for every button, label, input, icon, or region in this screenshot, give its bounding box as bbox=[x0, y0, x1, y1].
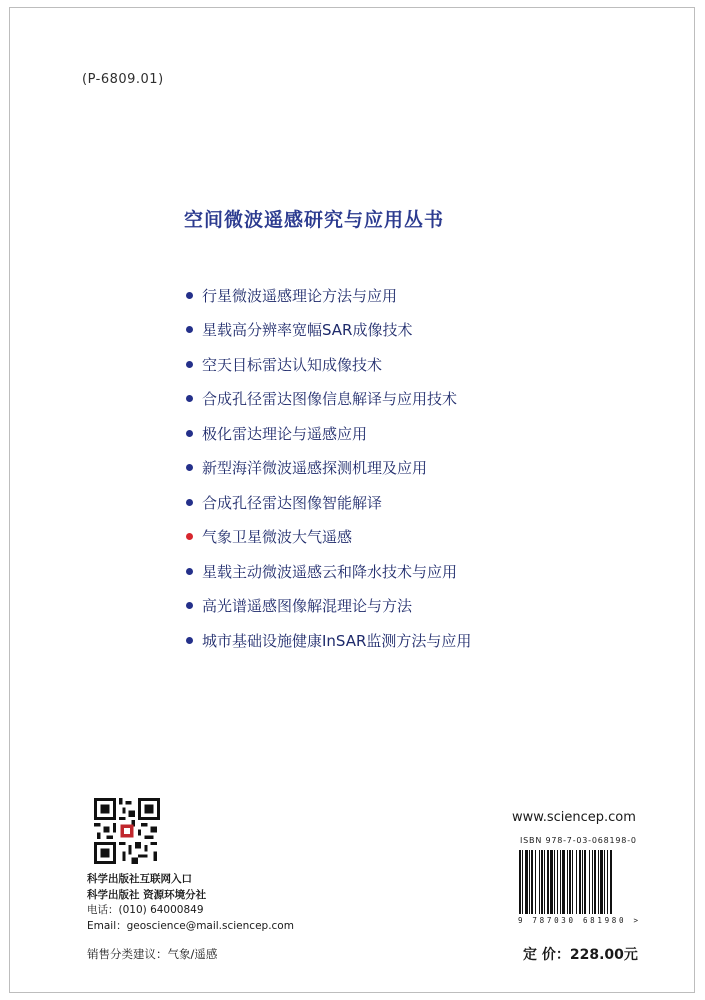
list-item bbox=[186, 589, 471, 624]
price: 定 价：228.00元 bbox=[523, 947, 638, 963]
book-code: (P-6809.01) bbox=[82, 72, 164, 87]
publisher-email: Email：geoscience@mail.sciencep.com bbox=[87, 919, 294, 932]
book-title: 空天目标雷达认知成像技术 bbox=[202, 355, 383, 374]
bullet-icon bbox=[186, 292, 193, 299]
book-title: 极化雷达理论与遥感应用 bbox=[202, 424, 368, 443]
book-title: 城市基础设施健康InSAR监测方法与应用 bbox=[202, 631, 472, 650]
publisher-info bbox=[87, 872, 294, 934]
qr-code-icon bbox=[94, 798, 160, 864]
bullet-icon bbox=[186, 326, 193, 333]
list-item bbox=[186, 416, 471, 451]
bullet-icon bbox=[186, 568, 193, 575]
list-item bbox=[186, 382, 471, 417]
bullet-icon bbox=[186, 602, 193, 609]
book-title: 行星微波遥感理论方法与应用 bbox=[202, 286, 398, 305]
book-title: 星载高分辨率宽幅SAR成像技术 bbox=[202, 321, 413, 340]
publisher-phone: 电话：(010) 64000849 bbox=[87, 904, 204, 916]
barcode-digits: 9 787030 681980 > bbox=[518, 916, 641, 925]
list-item bbox=[186, 485, 471, 520]
book-title: 高光谱遥感图像解混理论与方法 bbox=[202, 597, 413, 616]
bullet-icon bbox=[186, 361, 193, 368]
list-item-current bbox=[186, 520, 471, 555]
publisher-website: www.sciencep.com bbox=[512, 810, 636, 825]
book-title: 合成孔径雷达图像智能解译 bbox=[202, 493, 383, 512]
barcode-icon bbox=[518, 850, 639, 914]
bullet-icon bbox=[186, 395, 193, 402]
isbn-label: ISBN 978-7-03-068198-0 bbox=[520, 836, 637, 845]
back-cover bbox=[9, 7, 695, 993]
book-title: 新型海洋微波遥感探测机理及应用 bbox=[202, 459, 428, 478]
bullet-icon bbox=[186, 464, 193, 471]
bullet-icon bbox=[186, 499, 193, 506]
series-title: 空间微波遥感研究与应用丛书 bbox=[184, 209, 445, 231]
bullet-icon bbox=[186, 430, 193, 437]
series-book-list bbox=[186, 278, 471, 658]
sales-classification: 销售分类建议：气象/遥感 bbox=[87, 947, 218, 961]
list-item bbox=[186, 451, 471, 486]
book-title: 星载主动微波遥感云和降水技术与应用 bbox=[202, 562, 458, 581]
bullet-highlight-icon bbox=[186, 533, 193, 540]
book-title: 合成孔径雷达图像信息解译与应用技术 bbox=[202, 390, 458, 409]
list-item bbox=[186, 347, 471, 382]
list-item bbox=[186, 623, 471, 658]
book-title: 气象卫星微波大气遥感 bbox=[202, 528, 353, 547]
bullet-icon bbox=[186, 637, 193, 644]
list-item bbox=[186, 278, 471, 313]
list-item bbox=[186, 313, 471, 348]
publisher-branch: 科学出版社 资源环境分社 bbox=[87, 888, 207, 901]
list-item bbox=[186, 554, 471, 589]
publisher-portal: 科学出版社互联网入口 bbox=[87, 873, 192, 885]
